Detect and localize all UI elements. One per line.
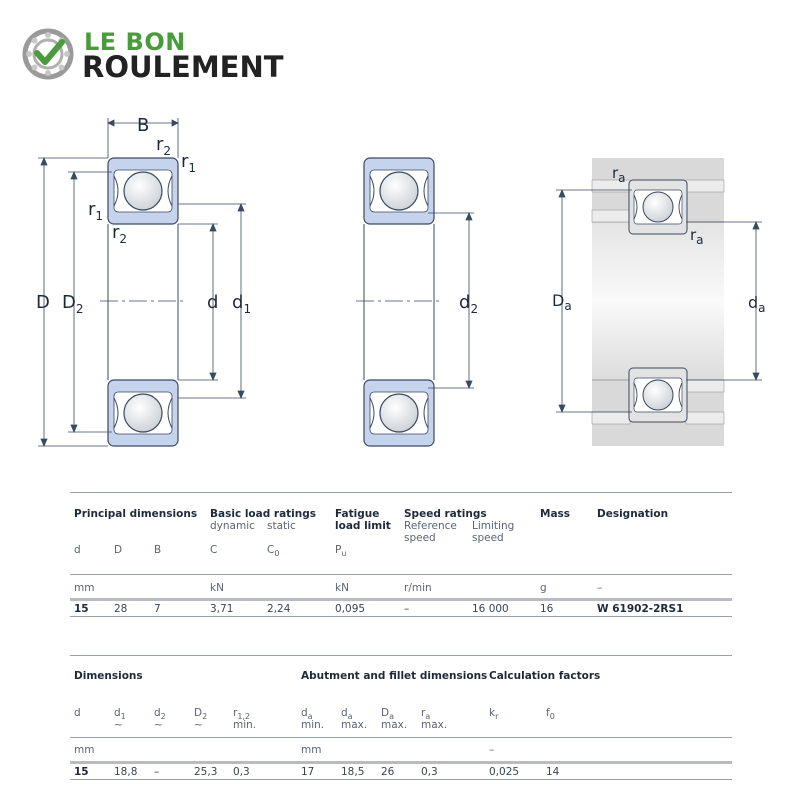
sym-da-min: $d_a$ [301,707,313,722]
hdr-calc-factors: Calculation factors [489,670,601,682]
dimensions-table [70,655,732,785]
label-d2: $d_2$ [459,292,479,316]
val-r12: 0,3 [233,766,250,778]
sym-C: C [210,544,218,556]
val-C: 3,71 [210,603,234,615]
val-ra-max: 0,3 [421,766,438,778]
bearing-section-side [356,158,442,446]
hdr-dimensions: Dimensions [74,670,143,682]
unit-mm-dimensions: mm [74,744,95,756]
unit-mm: mm [74,582,95,594]
hdr-static: static [267,520,296,532]
val-designation: W 61902-2RS1 [597,603,684,615]
label-r1-top: $r_1$ [181,151,197,175]
hdr-load-limit: load limit [335,520,391,532]
hdr-dynamic: dynamic [210,520,255,532]
label-D: D [36,292,50,313]
qual-Da-max: max. [381,719,408,731]
val-da-min: 17 [301,766,315,778]
ratings-table [70,492,732,622]
unit-dash-calc: – [489,744,495,756]
unit-g: g [540,582,547,594]
qual-d2: ~ [154,719,163,731]
val-f0: 14 [546,766,560,778]
label-B: B [137,115,150,136]
unit-kN-fatigue: kN [335,582,349,594]
brand-logo [22,28,302,84]
sym-B: B [154,544,162,556]
qual-D2: ~ [194,719,203,731]
unit-mm-abutment: mm [301,744,322,756]
hdr-basic-load: Basic load ratings [210,508,317,520]
label-ra-top: $r_a$ [612,164,626,185]
hdr-designation: Designation [597,508,669,520]
label-r2-bottom: $r_2$ [112,222,128,246]
val-Pu: 0,095 [335,603,366,615]
mounting-section [592,158,724,446]
label-Da: $D_a$ [552,291,572,313]
hdr-principal-dimensions: Principal dimensions [74,508,198,520]
label-D2: $D_2$ [62,292,84,316]
qual-da-min: min. [301,719,325,731]
val-ref-speed: – [404,603,410,615]
val-d1: 18,8 [114,766,138,778]
sym-C0: $C_0$ [267,544,280,559]
unit-dash: – [597,582,603,594]
sym-D: D [114,544,123,556]
hdr-speed-ratings: Speed ratings [404,508,487,520]
val-lim-speed: 16 000 [472,603,509,615]
val-Da-max: 26 [381,766,395,778]
hdr-limiting: Limiting [472,520,515,532]
sym-ra-max: $r_a$ [421,707,431,722]
hdr-reference-speed: speed [404,532,436,544]
logo-text-top: LE BON [84,28,186,56]
sym-da-max: $d_a$ [341,707,353,722]
sym-d2: $d_2$ [154,707,166,722]
sym-D2: $D_2$ [194,707,208,722]
val-kr: 0,025 [489,766,520,778]
sym-d: d [74,707,81,719]
sym-f0: $f_0$ [546,707,555,722]
val-D: 28 [114,603,128,615]
label-ra-right: $r_a$ [690,226,704,247]
sym-r12: $r_{1,2}$ [233,707,251,722]
val-mass: 16 [540,603,554,615]
val-D2: 25,3 [194,766,218,778]
bearing-check-icon [22,28,74,80]
val-d: 15 [74,766,89,778]
hdr-fatigue: Fatigue [335,508,380,520]
hdr-mass: Mass [540,508,571,520]
sym-Pu: $P_u$ [335,544,347,559]
val-C0: 2,24 [267,603,291,615]
sym-kr: $k_r$ [489,707,499,722]
hdr-reference: Reference [404,520,457,532]
qual-r12: min. [233,719,257,731]
val-da-max: 18,5 [341,766,365,778]
label-r2-top: $r_2$ [156,134,172,158]
unit-kN-load: kN [210,582,224,594]
bearing-drawing [0,100,800,470]
label-d1: $d_1$ [232,292,252,316]
bearing-section-main [100,158,186,446]
logo-text-bottom: ROULEMENT [82,50,284,84]
label-da: $d_a$ [748,293,766,315]
unit-rmin: r/min [404,582,432,594]
sym-d: d [74,544,81,556]
val-d2: – [154,766,160,778]
label-d: d [207,292,219,313]
sym-d1: $d_1$ [114,707,126,722]
val-B: 7 [154,603,161,615]
sym-Da-max: $D_a$ [381,707,394,722]
hdr-limiting-speed: speed [472,532,504,544]
qual-da-max: max. [341,719,368,731]
qual-d1: ~ [114,719,123,731]
label-r1-left: $r_1$ [88,199,104,223]
qual-ra-max: max. [421,719,448,731]
val-d: 15 [74,603,89,615]
hdr-abutment: Abutment and fillet dimensions [301,670,488,682]
